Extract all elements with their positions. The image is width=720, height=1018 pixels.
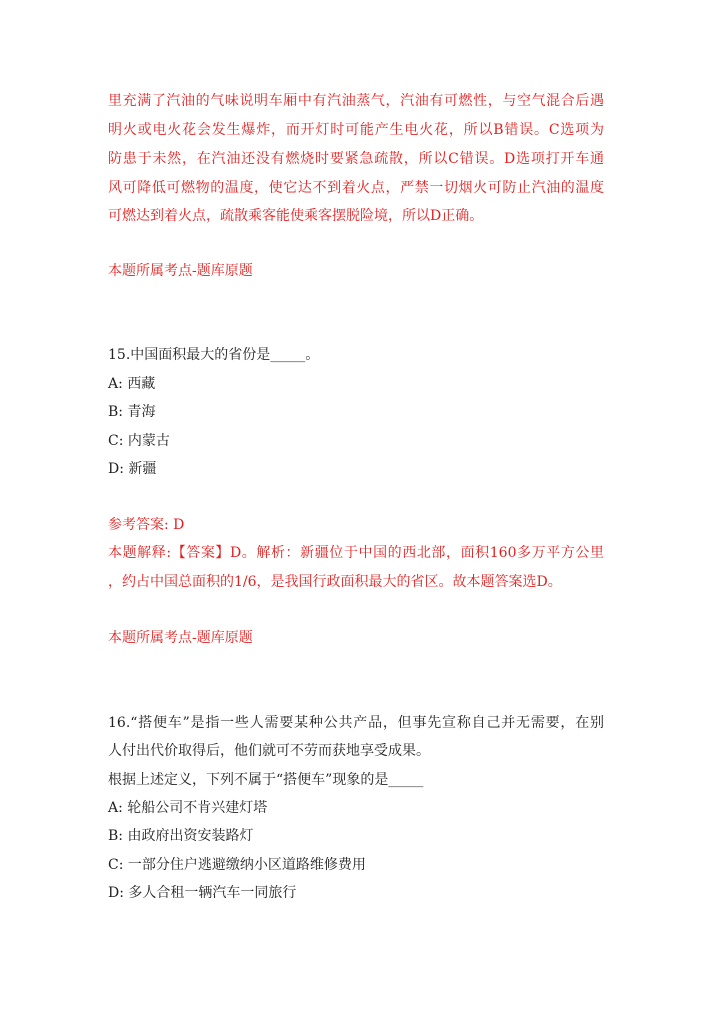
q15-explanation-line-1: 本题解释:【答案】D。解析：新疆位于中国的西北部，面积160多万平方公里 — [108, 545, 604, 561]
q15-source: 本题所属考点-题库原题 — [108, 630, 253, 646]
q15-option-d: D: 新疆 — [108, 461, 157, 477]
q16-option-d: D: 多人合租一辆汽车一同旅行 — [108, 885, 297, 901]
q15-option-b: B: 青海 — [108, 404, 156, 420]
q14-explanation-line-1: 里充满了汽油的气味说明车厢中有汽油蒸气，汽油有可燃性，与空气混合后遇 — [108, 93, 604, 109]
q15-explanation-line-2: ，约占中国总面积的1/6，是我国行政面积最大的省区。故本题答案选D。 — [108, 574, 562, 590]
q14-source: 本题所属考点-题库原题 — [108, 263, 253, 279]
q14-explanation-line-2: 明火或电火花会发生爆炸，而开灯时可能产生电火花，所以B错误。C选项为 — [108, 122, 604, 138]
q15-answer: 参考答案: D — [108, 517, 185, 533]
q16-option-b: B: 由政府出资安装路灯 — [108, 828, 254, 844]
q16-stem-line-3: 根据上述定义，下列不属于“搭便车”现象的是_____ — [108, 772, 424, 788]
q16-stem-line-2: 人付出代价取得后，他们就可不劳而获地享受成果。 — [108, 743, 430, 759]
q14-explanation-line-4: 风可降低可燃物的温度，使它达不到着火点，严禁一切烟火可防止汽油的温度 — [108, 180, 604, 196]
q15-stem: 15.中国面积最大的省份是_____。 — [108, 347, 320, 363]
q14-explanation-line-5: 可燃达到着火点，疏散乘客能使乘客摆脱险境，所以D正确。 — [108, 208, 484, 224]
q16-stem-line-1: 16.“搭便车”是指一些人需要某种公共产品，但事先宣称自己并无需要，在别 — [108, 715, 604, 731]
q16-option-a: A: 轮船公司不肯兴建灯塔 — [108, 800, 268, 816]
q15-option-a: A: 西藏 — [108, 376, 156, 392]
q16-option-c: C: 一部分住户逃避缴纳小区道路维修费用 — [108, 857, 366, 873]
q14-explanation-line-3: 防患于未然，在汽油还没有燃烧时要紧急疏散，所以C错误。D选项打开车通 — [108, 151, 604, 167]
q15-option-c: C: 内蒙古 — [108, 433, 170, 449]
